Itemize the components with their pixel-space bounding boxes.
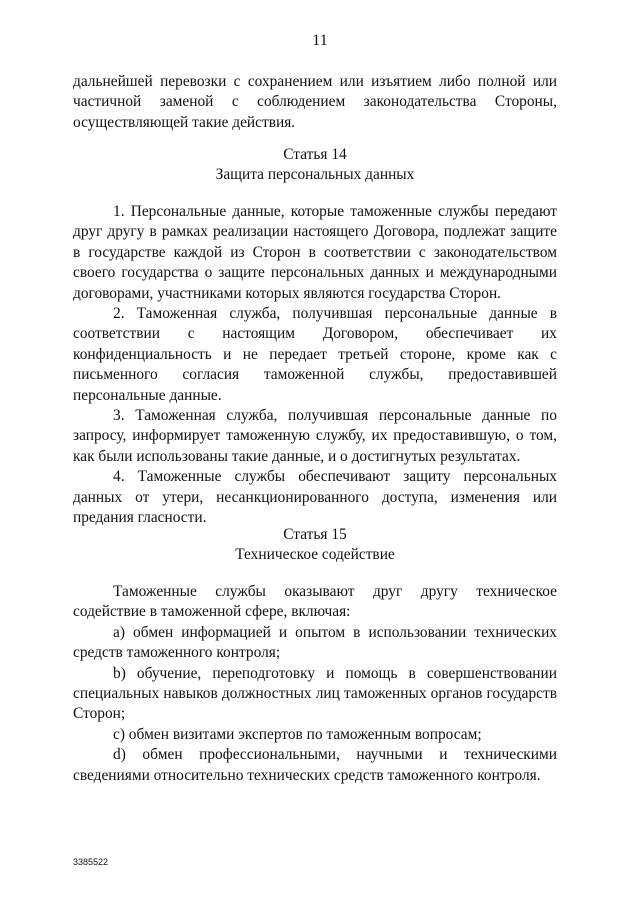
- article-14-paragraph-3: 3. Таможенная служба, получившая персональные данные по запросу, информирует таможенную службу, их предоставившую, о том, как были использованы такие данные, и о достигнутых результатах.: [73, 407, 557, 465]
- article-14-paragraph-4: 4. Таможенные службы обеспечивают защиту персональных данных от утери, несанкционированного доступа, изменения или предания гласности.: [73, 468, 557, 527]
- article-14-paragraph-2: 2. Таможенная служба, получившая персональные данные в соответствии с настоящим Договором, обеспечивает их конфиденциальность и не передает третьей стороне, кроме как с письменного согласия таможенной службы, предоставившей персональные данные.: [73, 305, 557, 404]
- article-15-item-d: d) обмен профессиональными, научными и техническими сведениями относительно технических средств таможенного контроля.: [73, 746, 557, 784]
- article-15-title: Техническое содействие: [235, 546, 395, 564]
- article-15-item-a: a) обмен информацией и опытом в использовании технических средств таможенного контроля;: [73, 623, 557, 662]
- article-14-paragraph-1: 1. Персональные данные, которые таможенные службы передают друг другу в рамках реализации настоящего Договора, подлежат защите в государстве каждой из Сторон в соответствии с законодательством своего государства о защите персональных данных и международными договорами, участниками которых являются государства Сторон.: [73, 203, 557, 302]
- article-14-body: [73, 202, 557, 529]
- article-15-label: Статья 15: [283, 526, 347, 543]
- article-14-heading: [73, 145, 557, 186]
- article-15-item-b: b) обучение, переподготовку и помощь в совершенствовании специальных навыков должностных лиц таможенных органов государств Сторон;: [73, 664, 557, 723]
- article-14-label: Статья 14: [283, 146, 347, 163]
- article-15-item-c: c) обмен визитами экспертов по таможенным вопросам;: [113, 725, 482, 743]
- article-15-intro: Таможенные службы оказывают друг другу техническое содействие в таможенной сфере, включая:: [73, 583, 557, 621]
- intro-paragraph-block: [73, 72, 557, 133]
- intro-paragraph: дальнейшей перевозки с сохранением или изъятием либо полной или частичной заменой с соблюдением законодательства Стороны, осуществляющей такие действия.: [73, 73, 557, 131]
- document-code: 3385522: [73, 857, 109, 867]
- article-14-title: Защита персональных данных: [215, 166, 415, 184]
- page-number: 11: [312, 32, 328, 49]
- article-15-body: [73, 582, 557, 786]
- article-15-heading: [73, 525, 557, 566]
